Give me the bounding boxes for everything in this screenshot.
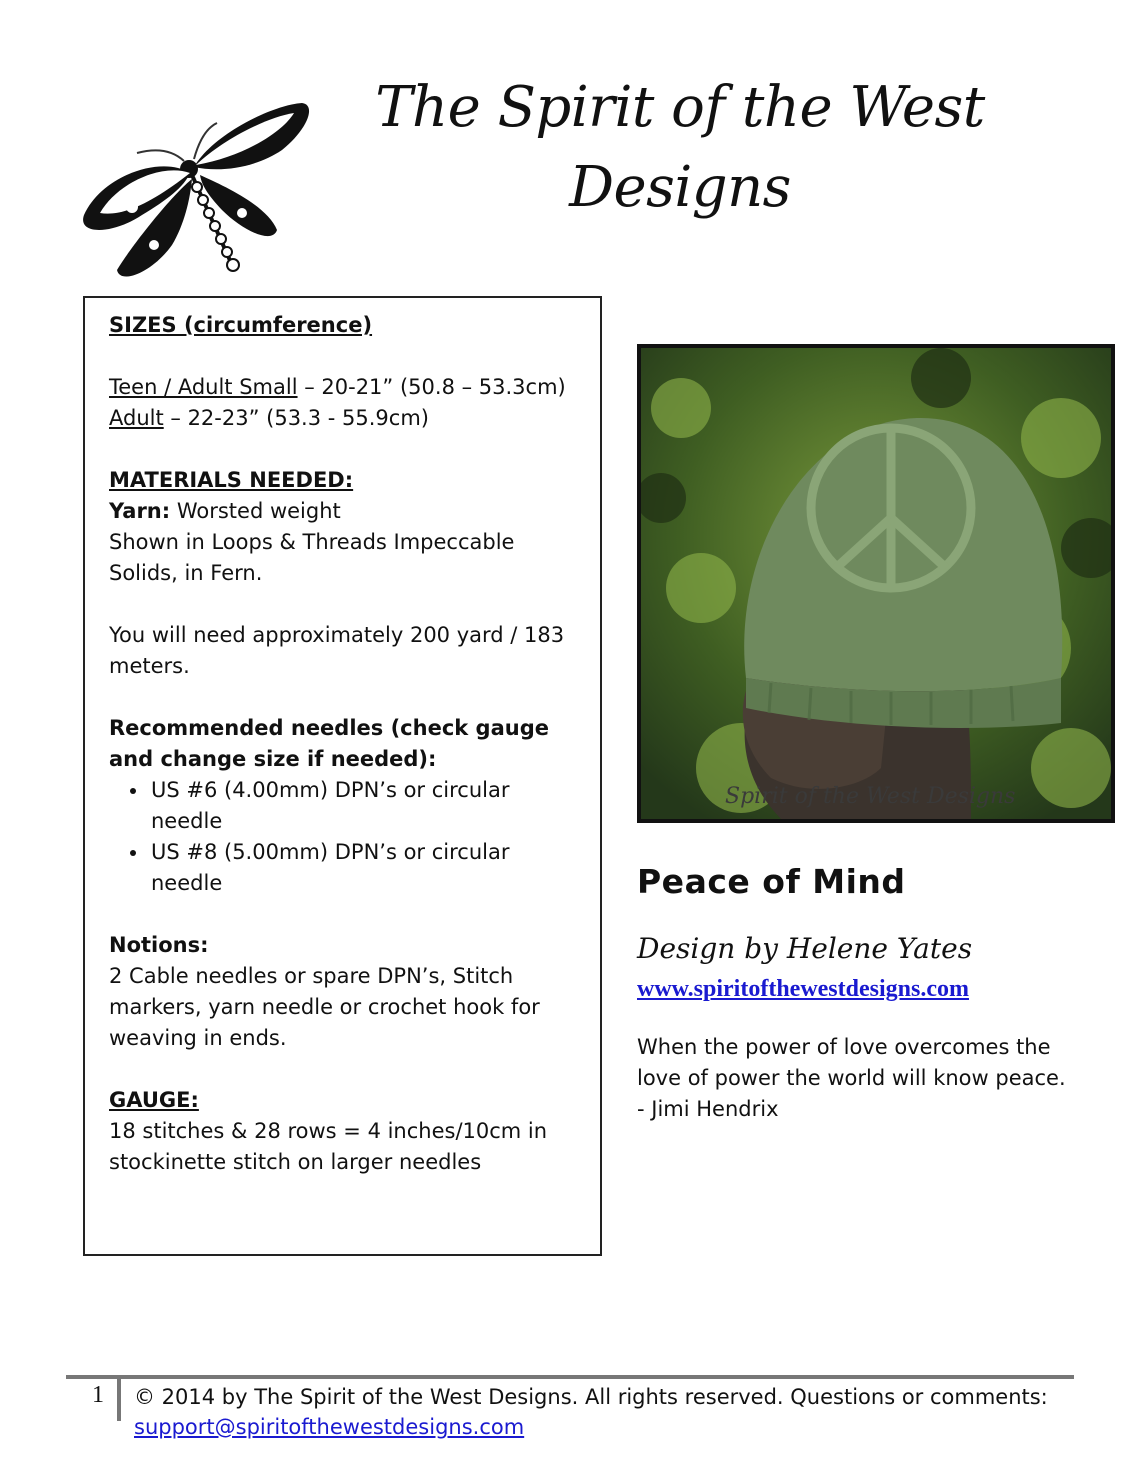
- yarn-amount: You will need approximately 200 yard / 183 meters.: [109, 623, 565, 678]
- designer-credit: Design by Helene Yates: [637, 932, 973, 965]
- support-email-link[interactable]: support@spiritofthewestdesigns.com: [134, 1415, 525, 1439]
- brand-title: The Spirit of the West Designs: [375, 75, 985, 220]
- dragonfly-icon: [72, 95, 342, 290]
- needles-heading: Recommended needles (check gauge and change size if needed):: [109, 716, 549, 771]
- quote: When the power of love overcomes the love of power the world will know peace. - Jimi Hendrix: [637, 1035, 1066, 1121]
- gauge-heading: GAUGE:: [109, 1088, 199, 1112]
- pattern-title: Peace of Mind: [637, 862, 906, 901]
- yarn-line: Yarn: Worsted weight: [109, 499, 341, 523]
- materials-heading: MATERIALS NEEDED:: [109, 468, 354, 492]
- footer-copyright: © 2014 by The Spirit of the West Designs. All rights reserved. Questions or comments: support@spiritofthewestdesigns.com: [134, 1385, 1048, 1439]
- page-number: 1: [92, 1382, 104, 1408]
- yarn-shown-in: Shown in Loops & Threads Impeccable Solids, in Fern.: [109, 530, 515, 585]
- notions-heading: Notions:: [109, 933, 209, 957]
- hat-photo: [637, 344, 1115, 823]
- pattern-specs-panel: [83, 296, 602, 1256]
- list-item: • US #6 (4.00mm) DPN’s or circular needle: [149, 775, 582, 837]
- footer-divider: [66, 1375, 1074, 1379]
- gauge-text: 18 stitches & 28 rows = 4 inches/10cm in stockinette stitch on larger needles: [109, 1119, 548, 1174]
- size-teen-adult-small: Teen / Adult Small – 20-21” (50.8 – 53.3cm): [109, 375, 566, 399]
- size-adult: Adult – 22-23” (53.3 - 55.9cm): [109, 406, 429, 430]
- notions-text: 2 Cable needles or spare DPN’s, Stitch markers, yarn needle or crochet hook for weaving in ends.: [109, 964, 540, 1050]
- website-link[interactable]: www.spiritofthewestdesigns.com: [637, 976, 969, 1002]
- sizes-heading: SIZES (circumference): [109, 313, 373, 337]
- list-item: • US #8 (5.00mm) DPN’s or circular needle: [149, 837, 582, 899]
- footer-vertical-divider: [117, 1379, 121, 1421]
- photo-watermark: Spirit of the West Designs: [725, 784, 1016, 809]
- needles-list: [109, 775, 582, 899]
